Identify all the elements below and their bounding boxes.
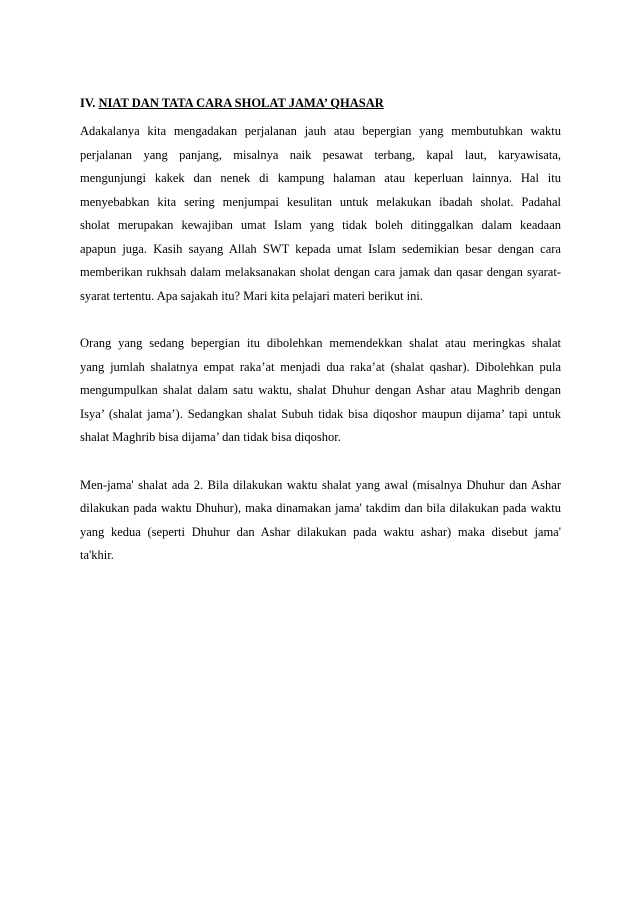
paragraph-3 xyxy=(80,474,561,568)
paragraph-line: apapun juga. Kasih sayang Allah SWT kepada umat Islam sedemikian besar dengan cara xyxy=(80,241,561,256)
paragraph-spacer xyxy=(80,450,561,474)
paragraph-line: ta'khir. xyxy=(80,548,114,562)
paragraph-2 xyxy=(80,332,561,450)
paragraph-line: yang kedua (seperti Dhuhur dan Ashar dilakukan pada waktu ashar) maka disebut jama' xyxy=(80,524,561,539)
paragraph-line: yang jumlah shalatnya empat raka’at menjadi dua raka’at (shalat qashar). Dibolehkan pula xyxy=(80,359,561,374)
paragraph-line: perjalanan yang panjang, misalnya naik pesawat terbang, kapal laut, karyawisata, xyxy=(80,147,561,162)
paragraph-line: Orang yang sedang bepergian itu dibolehkan memendekkan shalat atau meringkas shalat xyxy=(80,336,561,350)
paragraph-line: syarat tertentu. Apa sajakah itu? Mari kita pelajari materi berikut ini. xyxy=(80,288,423,303)
paragraph-line: dilakukan pada waktu Dhuhur), maka dinamakan jama' takdim dan bila dilakukan pada waktu xyxy=(80,501,561,515)
paragraph-line: menyebabkan kita sering menjumpai kesulitan untuk melakukan ibadah sholat. Padahal xyxy=(80,194,561,209)
paragraph-line: sholat merupakan kewajiban umat Islam yang tidak boleh ditinggalkan dalam keadaan xyxy=(80,218,561,232)
section-title: NIAT DAN TATA CARA SHOLAT JAMA’ QHASAR xyxy=(98,96,384,110)
paragraph-1 xyxy=(80,120,561,308)
paragraph-line: Isya’ (shalat jama’). Sedangkan shalat Subuh tidak bisa diqoshor maupun dijama’ tapi untuk xyxy=(80,406,561,421)
section-heading xyxy=(80,94,561,112)
paragraph-spacer xyxy=(80,308,561,332)
section-number: IV. xyxy=(80,96,96,110)
paragraph-line: memberikan rukhsah dalam melaksanakan sholat dengan cara jamak dan qasar dengan syarat- xyxy=(80,265,561,279)
paragraph-line: Men-jama' shalat ada 2. Bila dilakukan waktu shalat yang awal (misalnya Dhuhur dan Ashar xyxy=(80,477,561,492)
document-page xyxy=(80,94,561,568)
paragraph-line: shalat Maghrib bisa dijama’ dan tidak bisa diqoshor. xyxy=(80,430,341,444)
paragraph-line: mengunjungi kakek dan nenek di kampung halaman atau keperluan lainnya. Hal itu xyxy=(80,171,561,185)
paragraph-line: mengumpulkan shalat dalam satu waktu, shalat Dhuhur dengan Ashar atau Maghrib dengan xyxy=(80,383,561,397)
paragraph-line: Adakalanya kita mengadakan perjalanan jauh atau bepergian yang membutuhkan waktu xyxy=(80,124,561,138)
